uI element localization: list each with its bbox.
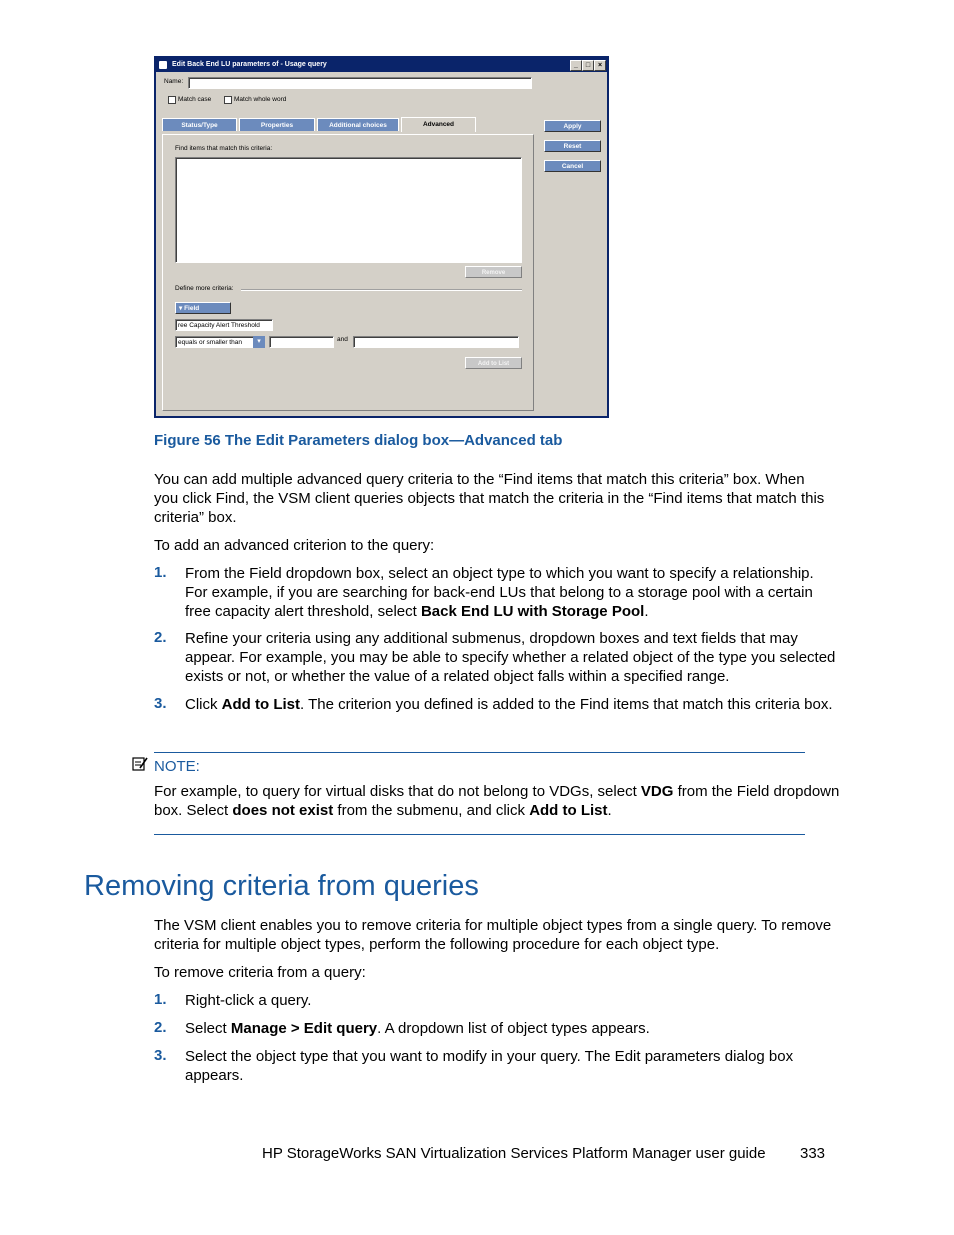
reset-button[interactable]: Reset xyxy=(544,140,601,152)
note-bold-text: Add to List xyxy=(529,802,608,819)
note-body xyxy=(154,782,839,820)
step-line: For example, if you are searching for back-end LUs that belong to a storage pool with a certain xyxy=(185,584,813,601)
name-label: Name: xyxy=(164,78,184,85)
chevron-down-icon[interactable]: ▾ xyxy=(253,336,265,348)
field-button-label: Field xyxy=(184,305,200,312)
step-text: . A dropdown list of object types appears. xyxy=(377,1020,650,1037)
add-step-3 xyxy=(185,695,833,714)
step-number: 3. xyxy=(154,695,167,712)
cancel-button[interactable]: Cancel xyxy=(544,160,601,172)
match-case-checkbox[interactable] xyxy=(168,96,176,104)
advanced-tab-panel xyxy=(162,134,534,411)
intro-paragraph xyxy=(154,470,824,527)
value-input-2[interactable] xyxy=(353,336,519,348)
page-number: 333 xyxy=(800,1145,826,1162)
edit-parameters-dialog xyxy=(154,56,609,418)
step-number: 2. xyxy=(154,629,167,646)
remove-paragraph xyxy=(154,916,831,954)
criteria-list[interactable] xyxy=(175,157,522,263)
dialog-title: Edit Back End LU parameters of - Usage query xyxy=(172,61,327,68)
step-line: Refine your criteria using any additional submenus, dropdown boxes and text fields that may xyxy=(185,630,798,647)
step-bold-text: Manage > Edit query xyxy=(230,1020,378,1037)
note-text: . xyxy=(607,802,612,819)
note-bold-text: VDG xyxy=(640,783,674,800)
add-step-2 xyxy=(185,629,835,686)
add-intro: To add an advanced criterion to the query: xyxy=(154,537,435,554)
name-input[interactable] xyxy=(188,77,532,89)
step-text: Select xyxy=(185,1020,231,1037)
section-heading: Removing criteria from queries xyxy=(84,870,479,902)
dialog-titlebar xyxy=(156,58,607,72)
remove-step-1: Right-click a query. xyxy=(185,992,312,1009)
step-number: 1. xyxy=(154,991,167,1008)
step-number: 1. xyxy=(154,564,167,581)
minimize-button[interactable]: _ xyxy=(570,60,582,71)
note-text: from the Field dropdown xyxy=(673,783,840,800)
remove-line: The VSM client enables you to remove criteria for multiple object types from a single query. To remove xyxy=(154,917,832,934)
match-whole-word-label: Match whole word xyxy=(234,96,287,103)
figure-caption: Figure 56 The Edit Parameters dialog box—Advanced tab xyxy=(154,432,563,449)
step-line xyxy=(185,602,814,621)
and-label: and xyxy=(337,336,348,343)
note-top-rule xyxy=(154,752,805,753)
note-text: For example, to query for virtual disks that do not belong to VDGs, select xyxy=(154,783,641,800)
value-input[interactable] xyxy=(269,336,334,348)
note-bottom-rule xyxy=(154,834,805,835)
intro-line: You can add multiple advanced query criteria to the “Find items that match this criteria” box. When xyxy=(154,471,805,488)
tab-advanced[interactable]: Advanced xyxy=(401,117,476,132)
footer-title: HP StorageWorks SAN Virtualization Services Platform Manager user guide xyxy=(262,1145,766,1162)
add-step-1 xyxy=(185,564,814,621)
note-icon xyxy=(132,756,148,772)
field-value-input[interactable]: ree Capacity Alert Threshold xyxy=(175,319,273,331)
step-text: . xyxy=(644,603,649,620)
step-bold-text: Add to List xyxy=(221,696,300,713)
step-line: Select the object type that you want to modify in your query. The Edit parameters dialog box xyxy=(185,1048,794,1065)
step-line: appears. xyxy=(185,1067,244,1084)
step-line: exists or not, or whether the value of a related object falls within a specified range. xyxy=(185,668,730,685)
add-to-list-button[interactable]: Add to List xyxy=(465,357,522,369)
remove-intro: To remove criteria from a query: xyxy=(154,964,366,981)
close-button[interactable]: × xyxy=(594,60,606,71)
operator-select[interactable]: equals or smaller than xyxy=(175,336,265,348)
match-case-label: Match case xyxy=(178,96,212,103)
tab-additional-choices[interactable]: Additional choices xyxy=(317,118,399,131)
define-more-label: Define more criteria: xyxy=(175,285,234,292)
maximize-button[interactable]: □ xyxy=(582,60,594,71)
remove-line: criteria for multiple object types, perform the following procedure for each object type. xyxy=(154,936,720,953)
tab-properties[interactable]: Properties xyxy=(239,118,315,131)
intro-line: you click Find, the VSM client queries objects that match the criteria in the “Find items that match this xyxy=(154,490,825,507)
step-text: . The criterion you defined is added to the Find items that match this criteria box. xyxy=(300,696,833,713)
app-icon xyxy=(159,61,167,69)
remove-step-3 xyxy=(185,1047,793,1085)
step-line: appear. For example, you may be able to specify whether a related object of the type you selected xyxy=(185,649,836,666)
triangle-down-icon: ▾ xyxy=(179,305,183,312)
field-dropdown-button[interactable] xyxy=(175,302,231,314)
find-items-label: Find items that match this criteria: xyxy=(175,145,273,152)
step-line: From the Field dropdown box, select an object type to which you want to specify a relationship. xyxy=(185,565,814,582)
intro-line: criteria” box. xyxy=(154,509,237,526)
step-text: Click xyxy=(185,696,222,713)
note-text: from the submenu, and click xyxy=(333,802,530,819)
step-text: free capacity alert threshold, select xyxy=(185,603,421,620)
note-line xyxy=(154,801,839,820)
note-label: NOTE: xyxy=(154,758,200,775)
note-bold-text: does not exist xyxy=(232,802,334,819)
step-bold-text: Back End LU with Storage Pool xyxy=(420,603,645,620)
remove-step-2 xyxy=(185,1019,650,1038)
remove-button[interactable]: Remove xyxy=(465,266,522,278)
step-number: 3. xyxy=(154,1047,167,1064)
match-whole-word-checkbox[interactable] xyxy=(224,96,232,104)
divider xyxy=(241,289,522,291)
apply-button[interactable]: Apply xyxy=(544,120,601,132)
note-text: box. Select xyxy=(154,802,233,819)
step-number: 2. xyxy=(154,1019,167,1036)
note-line xyxy=(154,782,839,801)
tab-status-type[interactable]: Status/Type xyxy=(162,118,237,131)
